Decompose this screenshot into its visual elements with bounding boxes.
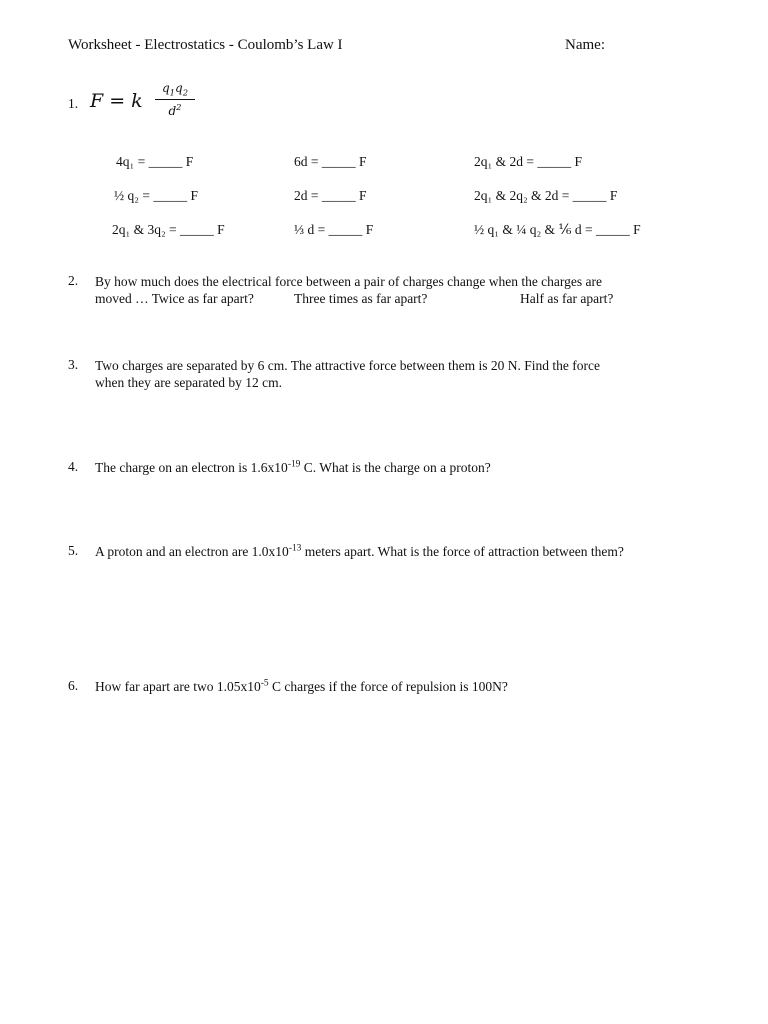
- question-2-option-half: Half as far apart?: [520, 291, 614, 306]
- q1-item-r1c1: 4q₁ = _____ F: [116, 154, 194, 169]
- q1-item-r3c3: ½ q₁ & ¼ q₂ & ⅙ d = _____ F: [474, 222, 641, 237]
- formula-numerator: $q_1q_2$: [161, 81, 189, 98]
- question-4-number: 4.: [68, 459, 79, 474]
- q1-item-r2c2: 2d = _____ F: [294, 188, 367, 203]
- question-2-option-twice: moved … Twice as far apart?: [95, 291, 254, 306]
- worksheet-title: Worksheet - Electrostatics - Coulomb’s Law I: [68, 37, 343, 53]
- question-3-line-1: Two charges are separated by 6 cm. The attractive force between them is 20 N. Find the force: [95, 358, 600, 373]
- question-5-number: 5.: [68, 543, 79, 558]
- formula-denominator: $d^2$: [168, 102, 182, 118]
- formula-lhs: F = k: [90, 90, 143, 112]
- q1-item-r2c3: 2q₁ & 2q₂ & 2d = _____ F: [474, 188, 618, 203]
- question-2-number: 2.: [68, 273, 79, 288]
- q1-item-r3c1: 2q₁ & 3q₂ = _____ F: [112, 222, 225, 237]
- question-1-number: 1.: [68, 96, 79, 111]
- q1-item-r3c2: ⅓ d = _____ F: [294, 222, 374, 237]
- formula-fraction: [155, 78, 195, 122]
- q1-item-r1c3: 2q₁ & 2d = _____ F: [474, 154, 582, 169]
- name-label: Name:: [565, 37, 605, 53]
- question-3-line-2: when they are separated by 12 cm.: [95, 375, 283, 390]
- question-6-number: 6.: [68, 678, 79, 693]
- fraction-bar: [155, 99, 195, 100]
- question-6-text: How far apart are two $1.05x10^{-5}$ C charges if the force of repulsion is 100N?: [95, 678, 508, 694]
- question-2-line-1: By how much does the electrical force between a pair of charges change when the charges are: [95, 274, 603, 289]
- q1-item-r2c1: ½ q₂ = _____ F: [114, 188, 198, 203]
- question-2-option-three-times: Three times as far apart?: [294, 291, 428, 306]
- question-5-text: A proton and an electron are $1.0x10^{-13}$ meters apart. What is the force of attraction between them?: [95, 543, 624, 559]
- question-4-text: The charge on an electron is $1.6x10^{-19}$ C. What is the charge on a proton?: [95, 459, 491, 475]
- q1-item-r1c2: 6d = _____ F: [294, 154, 367, 169]
- question-3-number: 3.: [68, 357, 79, 372]
